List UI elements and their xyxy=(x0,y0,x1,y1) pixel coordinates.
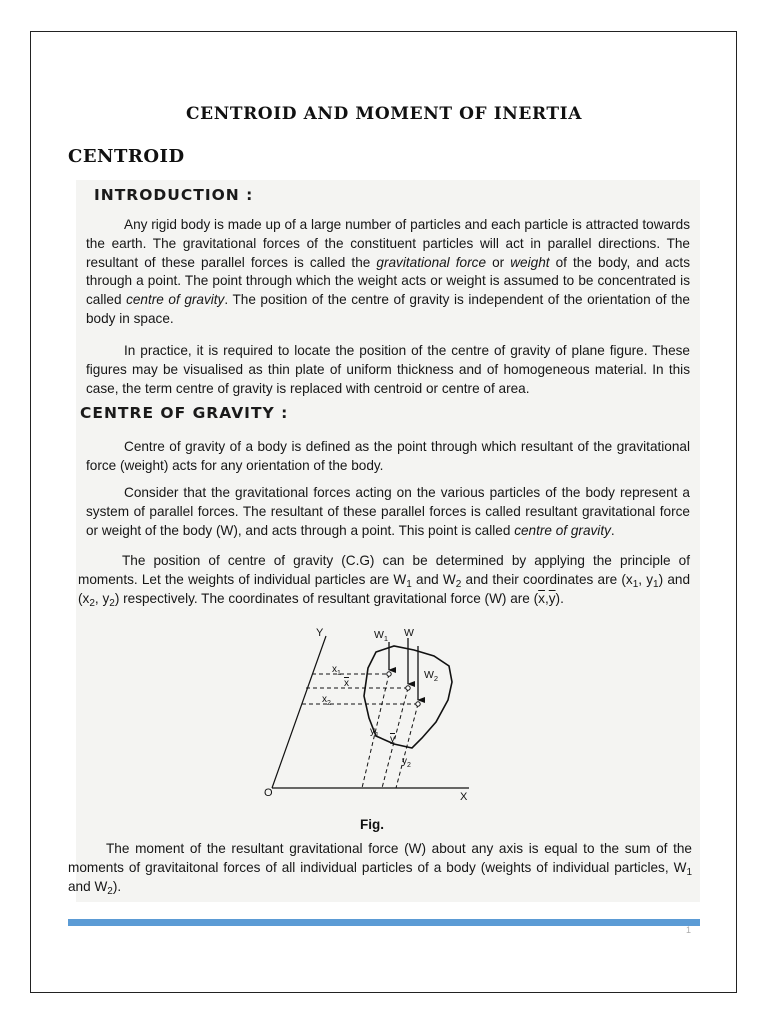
w2-label: $W_2$ xyxy=(424,669,439,683)
figure-caption: Fig. xyxy=(360,817,384,832)
subscript: 2 xyxy=(455,578,462,590)
text-span: Any rigid body is made up of a large number of particles and each particle is attracted towards the earth. The gravitational forces of the constituent particles will act in parallel directions. The resultant of these parallel forces is called the xyxy=(86,217,690,270)
centre-of-gravity-figure xyxy=(264,626,554,804)
scanned-text-region xyxy=(68,180,700,902)
section-heading: CENTROID xyxy=(68,146,185,167)
y-bar: $\overline{y}$ xyxy=(548,590,556,606)
text-span: ) respectively. The coordinates of resultant gravitational force (W) are ( xyxy=(114,590,539,606)
subscript: 1 xyxy=(686,866,692,878)
subscript: 1 xyxy=(653,578,659,590)
text-span: and W xyxy=(68,878,108,894)
y-axis-label: Y xyxy=(316,627,324,639)
cog-paragraph-3 xyxy=(78,552,690,608)
resultant-point xyxy=(406,686,410,690)
italic-term: centre of gravity xyxy=(514,522,611,538)
w1-label: $W_1$ xyxy=(374,629,389,643)
text-span: . xyxy=(610,522,615,538)
y-axis xyxy=(272,636,326,788)
text-span: , y xyxy=(638,571,654,587)
italic-term: gravitational force xyxy=(376,254,486,270)
text-span: or xyxy=(486,254,511,270)
footer-bar xyxy=(68,919,700,926)
y1-label: $y_1$ xyxy=(370,726,379,739)
text-span: The moment of the resultant gravitational force (W) about any axis is equal to the sum of the moments of gravitaitonal forces of all individual particles of a body (weights of individual particles, W xyxy=(68,841,692,875)
text-span: ) and (x xyxy=(78,571,690,606)
x2-label: $x_2$ xyxy=(322,694,331,707)
subscript: 2 xyxy=(89,597,95,609)
text-span: of the body, and acts through a point. The point through which the weight acts or weight is assumed to be concentrated is called xyxy=(86,254,690,308)
y2-label: $y_2$ xyxy=(402,756,411,769)
x-bar: $\overline{x}$ xyxy=(538,590,545,606)
subscript: 1 xyxy=(406,578,412,590)
italic-term: weight xyxy=(510,254,550,270)
cog-paragraph-4 xyxy=(68,840,692,896)
text-span: and W xyxy=(411,571,456,587)
text-span: ). xyxy=(555,590,564,606)
text-span: In practice, it is required to locate the position of the centre of gravity of plane figure. These figures may be visualised as thin plate of uniform thickness and of homogeneous material. In this case, the term centre of gravity is replaced with centroid or centre of area. xyxy=(86,343,690,396)
particle-1 xyxy=(387,672,391,676)
text-span: Consider that the gravitational forces acting on the various particles of the body represent a system of parallel forces. The resultant of these parallel forces is called resultant gravitational force or weight of the body (W), and acts through a point. This point is called xyxy=(86,485,690,538)
text-span: ). xyxy=(112,878,122,894)
y1-projection xyxy=(362,674,389,788)
ybar-label: y xyxy=(390,734,395,745)
introduction-paragraph-2 xyxy=(86,342,690,398)
subscript: 2 xyxy=(109,597,115,609)
text-span: . The position of the centre of gravity is independent of the orientation of the body in space. xyxy=(86,292,690,326)
figure-diagram xyxy=(264,626,554,804)
cog-paragraph-2 xyxy=(86,484,690,540)
text-span: , y xyxy=(94,590,110,606)
cog-paragraph-1 xyxy=(86,438,690,476)
xbar-label: x xyxy=(344,678,349,689)
document-title: CENTROID AND MOMENT OF INERTIA xyxy=(186,104,582,124)
text-span: and their coordinates are (x xyxy=(461,571,633,587)
x1-label: $x_1$ xyxy=(332,664,341,677)
subscript: 2 xyxy=(107,885,113,897)
ybar-projection xyxy=(382,688,408,788)
text-span: , xyxy=(544,590,549,606)
italic-term: centre of gravity xyxy=(126,292,225,308)
x-axis-label: X xyxy=(460,791,468,803)
text-span: The position of centre of gravity (C.G) can be determined by applying the principle of moments. Let the weights of individual particles are W xyxy=(78,553,690,587)
particle-2 xyxy=(416,702,420,706)
w-label: W xyxy=(404,627,414,639)
page-number: 1 xyxy=(686,925,692,935)
introduction-paragraph-1 xyxy=(86,216,690,329)
centre-of-gravity-heading: CENTRE OF GRAVITY : xyxy=(80,404,289,422)
text-span: Centre of gravity of a body is defined as the point through which resultant of the gravitational force (weight) acts for any orientation of the body. xyxy=(86,439,690,473)
subscript: 1 xyxy=(632,578,639,590)
origin-label: O xyxy=(264,787,273,799)
introduction-heading: INTRODUCTION : xyxy=(94,186,254,204)
